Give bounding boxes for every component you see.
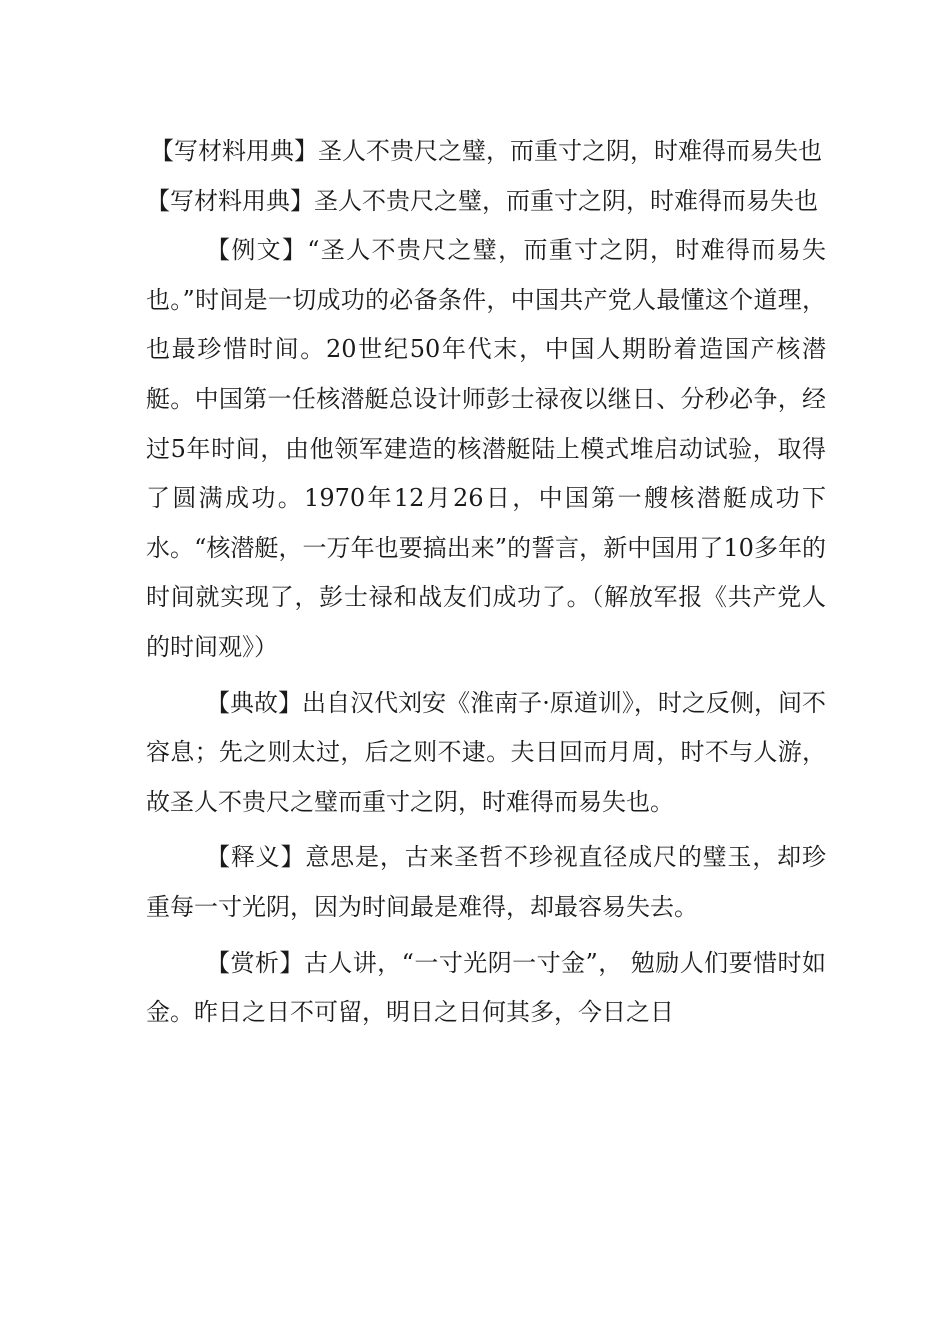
allusion-paragraph: 【典故】出自汉代刘安《淮南子·原道训》，时之反侧，间不容息；先之则太过，后之则不逮。夫日回而月周，时不与人游，故圣人不贵尺之璧而重寸之阴，时难得而易失也。: [146, 688, 826, 816]
example-paragraph: 【例文】“圣人不贵尺之璧，而重寸之阴，时难得而易失也。”时间是一切成功的必备条件，中国共产党人最懂这个道理，也最珍惜时间。20世纪50年代末，中国人期盼着造国产核潜艇。中国第一任核潜艇总设计师彭士禄夜以继日、分秒必争，经过5年时间，由他领军建造的核潜艇陆上模式堆启动试验，取得了圆满成功。1970年12月26日，中国第一艘核潜艇成功下水。“核潜艇，一万年也要搞出来”的誓言，新中国用了10多年的时间就实现了，彭士禄和战友们成功了。（解放军报《共产党人的时间观》）: [146, 236, 826, 661]
appreciation-paragraph: 【赏析】古人讲，“一寸光阴一寸金”， 勉励人们要惜时如金。昨日之日不可留，明日之日何其多，今日之日: [146, 948, 826, 1027]
heading-paragraph: 【写材料用典】圣人不贵尺之璧，而重寸之阴，时难得而易失也: [146, 186, 818, 215]
document-body: [146, 127, 826, 1038]
meaning-paragraph: 【释义】意思是，古来圣哲不珍视直径成尺的璧玉，却珍重每一寸光阴，因为时间最是难得，却最容易失去。: [146, 843, 826, 921]
document-title: 【写材料用典】圣人不贵尺之璧，而重寸之阴，时难得而易失也: [150, 137, 822, 165]
